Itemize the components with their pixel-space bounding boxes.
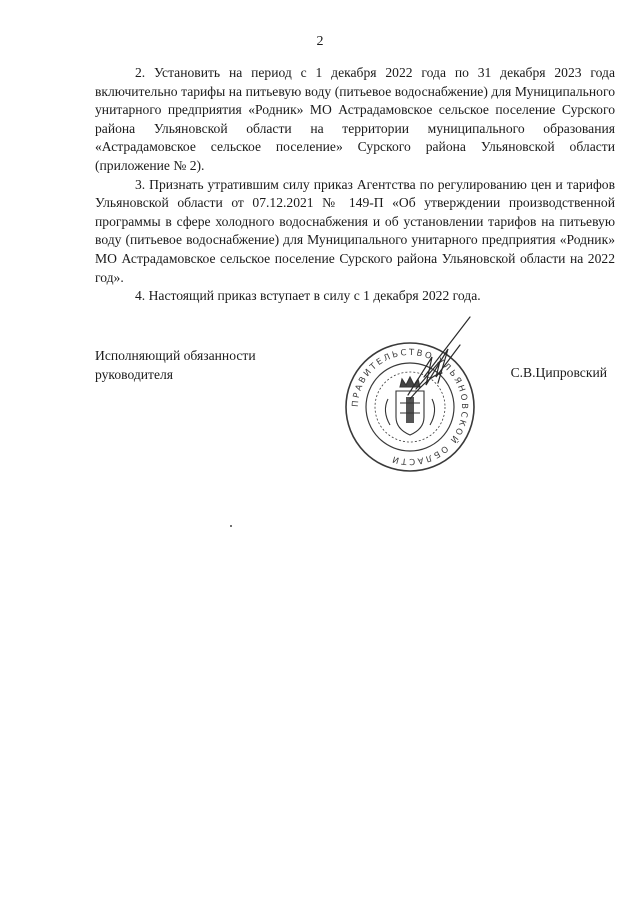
paragraph-3: 3. Признать утратившим силу приказ Агентства по регулированию цен и тарифов Ульяновской области от 07.12.2021 № 149-П «Об утверждении производственной программы в сфере холодного водоснабжения и об установлении тарифов на питьевую воду (питьевое водоснабжение) для Муниципального унитарного предприятия «Родник» МО Астрадамовское сельское поселение Сурского района Ульяновской области на 2022 год». — [95, 176, 615, 285]
official-seal — [340, 315, 480, 475]
document-body — [95, 64, 615, 306]
paragraph-4: 4. Настоящий приказ вступает в силу с 1 декабря 2022 года. — [135, 288, 481, 304]
seal-ring-text: ПРАВИТЕЛЬСТВО УЛЬЯНОВСКОЙ ОБЛАСТИ — [350, 347, 470, 467]
signer-name: С.В.Ципровский — [510, 365, 607, 380]
page-number: 2 — [316, 34, 324, 49]
signer-title — [95, 346, 256, 384]
stray-dot — [230, 525, 232, 527]
coat-of-arms-icon — [385, 377, 434, 435]
signer-title-line2: руководителя — [95, 367, 174, 382]
signer-title-line1: Исполняющий обязанности — [95, 348, 256, 363]
paragraph-2: 2. Установить на период с 1 декабря 2022 года по 31 декабря 2023 года включительно тарифы на питьевую воду (питьевое водоснабжение) для Муниципального унитарного предприятия «Родник» МО Астрадамовское сельское поселение Сурского района Ульяновской области на территории муниципального образования «Астрадамовское сельское поселение» Сурского района Ульяновской области (приложение № 2). — [95, 65, 615, 173]
